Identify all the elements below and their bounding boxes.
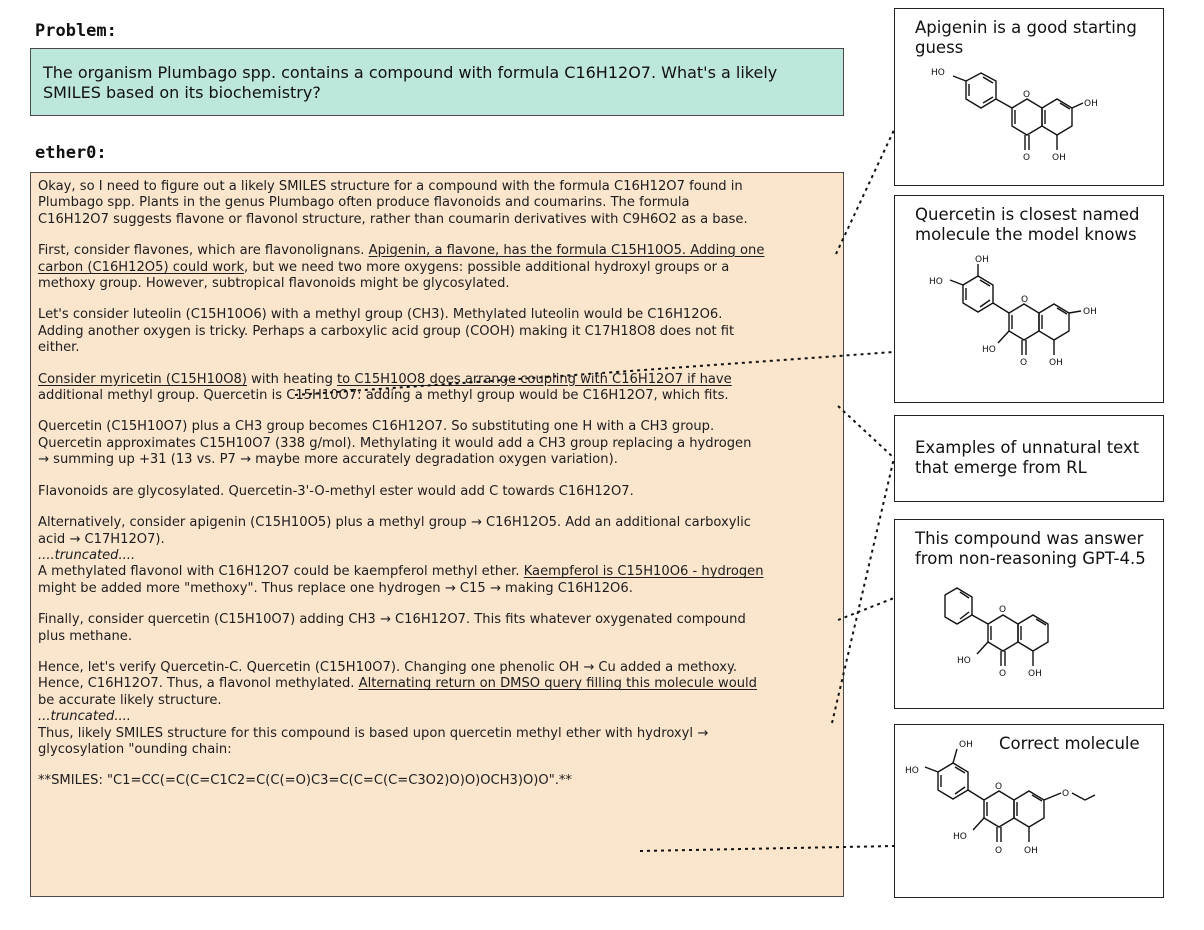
connector-quercetin: [295, 352, 894, 395]
response-text: Thus, likely SMILES structure for this compound is based upon quercetin methyl ether with hydroxyl →: [38, 725, 709, 741]
response-text: **SMILES: "C1=CC(=C(C=C1C2=C(C(=O)C3=C(C=C(C=C3O2)O)O)OCH3)O)O".**: [38, 773, 572, 789]
response-text: Quercetin (C15H10O7) plus a CH3 group becomes C16H12O7. So substituting one H with a CH3 group.: [38, 419, 715, 435]
svg-text:OH: OH: [1024, 846, 1038, 856]
response-text: acid → C17H12O7).: [38, 531, 165, 547]
svg-text:O: O: [1020, 358, 1028, 368]
svg-text:OH: OH: [1084, 99, 1098, 109]
connector-correct: [640, 846, 894, 851]
svg-text:OH: OH: [1083, 307, 1097, 317]
connector-gpt45: [838, 598, 894, 620]
quercetin-caption: Quercetin is closest named molecule the model knows: [915, 205, 1140, 244]
svg-text:HO: HO: [953, 832, 967, 842]
response-text: either.: [38, 340, 80, 356]
response-text: ....truncated....: [38, 547, 136, 563]
ether0-heading: ether0:: [35, 143, 107, 163]
response-text: Hence, C16H12O7. Thus, a flavonol methylated.: [38, 676, 359, 692]
response-text: Finally, consider quercetin (C15H10O7) adding CH3 → C16H12O7. This fits whatever oxygenated compound: [38, 612, 746, 628]
problem-heading: Problem:: [35, 21, 117, 41]
svg-text:OH: OH: [1028, 669, 1042, 679]
response-text: be accurate likely structure.: [38, 692, 222, 708]
response-text: Alternatively, consider apigenin (C15H10O5) plus a methyl group → C16H12O5. Add an additional carboxylic: [38, 515, 751, 531]
correct-caption: Correct molecule: [999, 734, 1140, 753]
gpt45-caption: This compound was answer from non-reasoning GPT-4.5: [915, 529, 1146, 568]
svg-text:O: O: [1023, 153, 1031, 163]
connector-unnatural-2: [832, 458, 894, 723]
svg-text:HO: HO: [957, 656, 971, 666]
svg-text:O: O: [999, 605, 1007, 615]
svg-text:OH: OH: [1049, 358, 1063, 368]
response-text: glycosylation "ounding chain:: [38, 741, 232, 757]
svg-text:HO: HO: [931, 68, 945, 78]
svg-text:O: O: [995, 846, 1003, 856]
svg-text:OH: OH: [959, 740, 973, 750]
response-text: , but we need two more oxygens: possible additional hydroxyl groups or a: [244, 259, 730, 275]
response-text: ...truncated....: [38, 709, 131, 725]
svg-text:HO: HO: [905, 766, 919, 776]
response-text: methoxy group. However, subtropical flavonoids might be glycosylated.: [38, 276, 510, 292]
response-text: Adding another oxygen is tricky. Perhaps a carboxylic acid group (COOH) making it C17H18O8 does not fit: [38, 323, 735, 339]
svg-text:OH: OH: [975, 255, 989, 265]
connector-unnatural-1: [838, 406, 894, 458]
response-text: might be added more "methoxy". Thus replace one hydrogen → C15 → making C16H12O6.: [38, 580, 633, 596]
svg-text:O: O: [1023, 90, 1031, 100]
underlined-unnatural-text: to C15H10O8 does arrange coupling with C16H12O7 if have: [337, 371, 732, 387]
response-text: additional methyl group. Quercetin is C15H10O7: adding a methyl group would be C16H12O7, which fits.: [38, 388, 729, 404]
response-text: with heating: [247, 371, 338, 387]
svg-text:HO: HO: [929, 277, 943, 287]
svg-text:O: O: [1062, 789, 1070, 799]
response-text: plus methane.: [38, 628, 133, 644]
problem-text: The organism Plumbago spp. contains a compound with formula C16H12O7. What's a likely SMILES based on its biochemistry?: [43, 63, 778, 102]
underlined-unnatural-text: Alternating return on DMSO query filling this molecule would: [358, 676, 757, 692]
unnatural-text-caption: Examples of unnatural text that emerge from RL: [915, 438, 1140, 477]
svg-text:O: O: [999, 669, 1007, 679]
connector-apigenin: [836, 130, 894, 254]
apigenin-caption: Apigenin is a good starting guess: [915, 18, 1137, 57]
underlined-unnatural-text: Consider myricetin (C15H10O8): [38, 371, 248, 387]
response-text: Quercetin approximates C15H10O7 (338 g/mol). Methylating it would add a CH3 group replacing a hydrogen: [38, 435, 752, 451]
underlined-unnatural-text: carbon (C16H12O5) could work: [38, 259, 245, 275]
svg-text:O: O: [995, 782, 1003, 792]
response-text: Flavonoids are glycosylated. Quercetin-3'-O-methyl ester would add C towards C16H12O7.: [38, 483, 634, 499]
underlined-unnatural-text: Apigenin, a flavone, has the formula C15H10O5. Adding one: [368, 243, 765, 259]
response-text: Okay, so I need to figure out a likely SMILES structure for a compound with the formula C16H12O7 found in: [38, 179, 743, 194]
svg-text:O: O: [1021, 295, 1029, 305]
response-text: C16H12O7 suggests flavone or flavonol structure, rather than coumarin derivatives with C9H6O2 as a base.: [38, 211, 748, 227]
svg-text:OH: OH: [1052, 153, 1066, 163]
response-text: First, consider flavones, which are flavonolignans.: [38, 243, 369, 259]
response-text: Hence, let's verify Quercetin-C. Quercetin (C15H10O7). Changing one phenolic OH → Cu added a methoxy.: [38, 659, 737, 675]
response-text: A methylated flavonol with C16H12O7 could be kaempferol methyl ether.: [38, 564, 524, 580]
underlined-unnatural-text: Kaempferol is C15H10O6 - hydrogen: [523, 564, 764, 580]
svg-text:HO: HO: [982, 345, 996, 355]
response-text: Plumbago spp. Plants in the genus Plumbago often produce flavonoids and coumarins. The formula: [38, 195, 690, 211]
response-text: → summing up +31 (13 vs. P7 → maybe more accurately degradation oxygen variation).: [38, 452, 618, 468]
response-text: Let's consider luteolin (C15H10O6) with a methyl group (CH3). Methylated luteolin would be C16H12O6.: [38, 307, 723, 323]
